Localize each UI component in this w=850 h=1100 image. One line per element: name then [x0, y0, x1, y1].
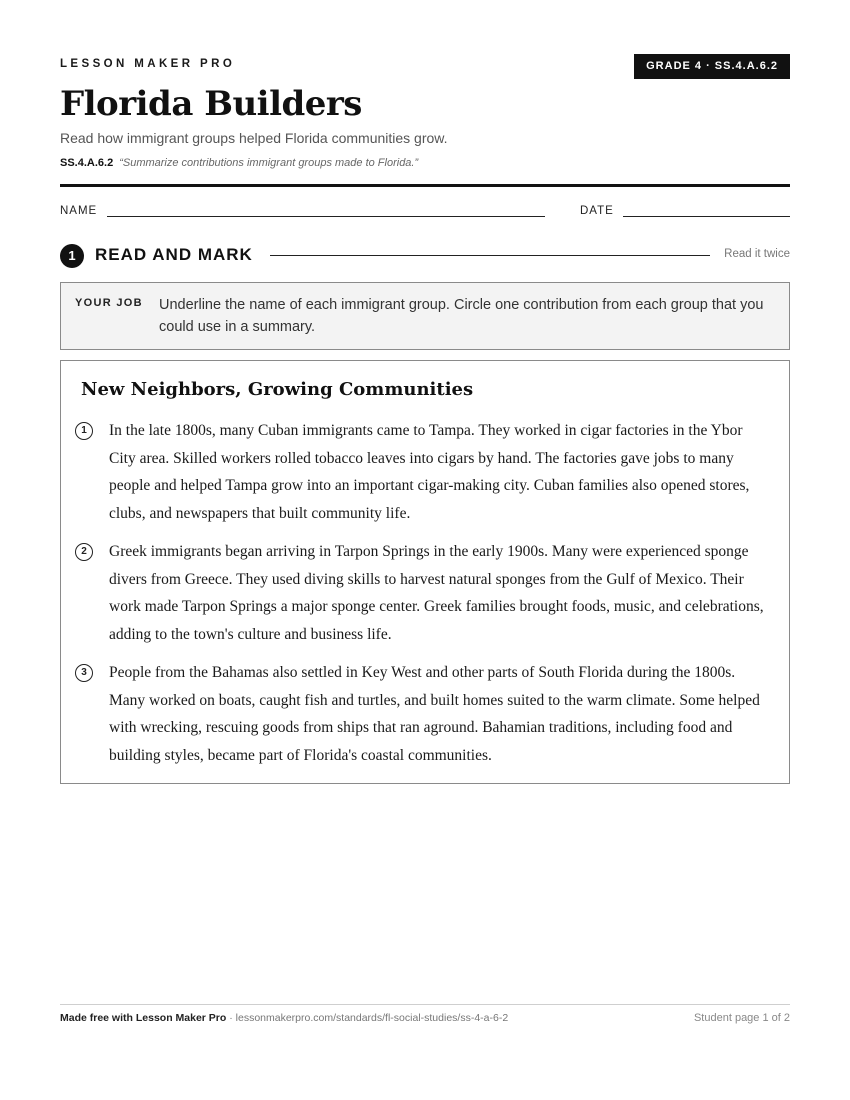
page-subtitle: Read how immigrant groups helped Florida communities grow. [60, 130, 448, 146]
footer-divider [60, 1004, 790, 1005]
standard-line [60, 157, 418, 169]
paragraph-number: 3 [75, 664, 93, 682]
instructions-label: YOUR JOB [75, 297, 143, 309]
section-title: READ AND MARK [95, 245, 253, 264]
paragraph-number: 2 [75, 543, 93, 561]
paragraph-text: People from the Bahamas also settled in Key West and other parts of South Florida during the 1800s. Many worked on boats, caught fish and turtles, and built homes suited to the warm climate. Some helped with wrecking, rescuing goods from ships that ran aground. Bahamian traditions, including food and building styles, became part of Florida's coastal communities. [109, 664, 760, 764]
date-label: DATE [580, 205, 614, 217]
brand-name: LESSON MAKER PRO [60, 58, 236, 70]
reading-passage-box [60, 360, 790, 784]
date-field[interactable] [623, 216, 790, 217]
section-note: Read it twice [724, 248, 790, 260]
footer-credit [60, 1012, 508, 1024]
section-divider [270, 255, 710, 256]
section-header [60, 243, 790, 267]
standard-quote: “Summarize contributions immigrant groups made to Florida.” [119, 157, 419, 169]
paragraph-number: 1 [75, 422, 93, 440]
grade-badge: GRADE 4 · SS.4.A.6.2 [634, 54, 790, 79]
step-number-badge: 1 [60, 244, 84, 268]
instructions-text: Underline the name of each immigrant group. Circle one contribution from each group that you could use in a summary. [159, 297, 764, 335]
paragraph-text: Greek immigrants began arriving in Tarpon Springs in the early 1900s. Many were experienced sponge divers from Greece. They used diving skills to harvest natural sponges from the Gulf of Mexico. Their work made Tarpon Springs a major sponge center. Greek families brought foods, music, and celebrations, adding to the town's culture and business life. [109, 543, 764, 643]
name-label: NAME [60, 205, 98, 217]
name-field[interactable] [107, 216, 545, 217]
page-indicator: Student page 1 of 2 [693, 1012, 790, 1024]
footer-url-link[interactable]: lessonmakerpro.com/standards/fl-social-studies/ss-4-a-6-2 [235, 1012, 509, 1024]
paragraph-text: In the late 1800s, many Cuban immigrants came to Tampa. They worked in cigar factories in the Ybor City area. Skilled workers rolled tobacco leaves into cigars by hand. The factories gave jobs to many people and helped Tampa grow into an important cigar-making city. Cuban families also opened stores, clubs, and newspapers that built community life. [109, 422, 750, 522]
worksheet-page [60, 0, 790, 1100]
passage-title: New Neighbors, Growing Communities [81, 379, 474, 400]
footer-separator: · [226, 1012, 236, 1024]
footer-brand: Made free with Lesson Maker Pro [60, 1012, 227, 1024]
header-divider [60, 184, 790, 187]
instructions-box [60, 282, 790, 350]
standard-code: SS.4.A.6.2 [60, 157, 114, 169]
page-title: Florida Builders [60, 84, 362, 124]
